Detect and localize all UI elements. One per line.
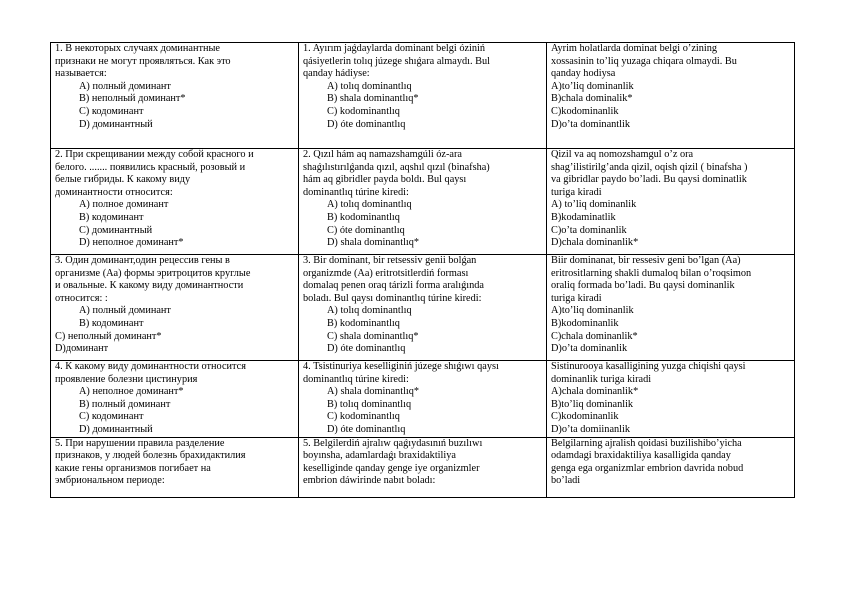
question-cell-kk xyxy=(299,437,547,497)
question-text-line: turiga kiradi xyxy=(551,292,602,304)
answer-option: A) полное доминант xyxy=(79,199,169,211)
question-text-line: и овальные. К какому виду доминантности xyxy=(55,280,244,292)
answer-option: C)o’ta dominanlik xyxy=(551,224,627,236)
question-text-line: Qizil va aq nomozshamgul o’z ora xyxy=(551,149,694,160)
question-text-line: dominantlıq túrine kiredi: xyxy=(303,373,409,385)
answer-option: B)kodominanlik xyxy=(551,317,619,329)
answer-option: B) неполный доминант* xyxy=(79,93,186,105)
question-cell-ru xyxy=(51,361,299,438)
question-text-line: 1. Ayırım jaǵdaylarda dominant belgi óziniń xyxy=(303,43,486,54)
question-row xyxy=(51,255,795,361)
question-text-line: odamdagi braxidaktiliya kasalligida qanday xyxy=(551,450,731,462)
answer-option: D)o’ta dominantlik xyxy=(551,118,631,130)
question-text-line: genga ega organizmlar embrion davrida nobud xyxy=(551,462,744,474)
question-text-line: проявление болезни цистинурия xyxy=(55,373,198,385)
question-text-line: dominantlıq túrine kiredi: xyxy=(303,186,409,198)
question-cell-uz xyxy=(547,437,795,497)
quiz-table-body xyxy=(51,43,795,498)
answer-option: B) кодоминант xyxy=(79,211,144,223)
question-text-line: shag’ilistirilg’anda qizil, oqish qizil ( binafsha ) xyxy=(551,161,748,173)
answer-option: C) неполный доминант* xyxy=(55,330,162,342)
question-text-line: dominanlik turiga kiradi xyxy=(551,373,652,385)
answer-option: C) óte dominantlıq xyxy=(327,224,405,236)
answer-option: C) доминантный xyxy=(79,224,153,236)
answer-option: B) кодоминант xyxy=(79,317,144,329)
question-cell-kk xyxy=(299,43,547,149)
answer-option: A)to’liq dominanlik xyxy=(551,305,634,317)
answer-option: A) to’liq dominanlik xyxy=(551,199,637,211)
answer-option: C) кодоминант xyxy=(79,105,144,117)
question-text-line: qanday hodiysa xyxy=(551,68,616,80)
question-cell-ru xyxy=(51,437,299,497)
question-text-line: какие гены организмов погибает на xyxy=(55,462,211,474)
question-text-line: белого. ....... появились красный, розовый и xyxy=(55,161,246,173)
question-text-line: 4. К какому виду доминантности относится xyxy=(55,361,246,372)
answer-option: D) доминантный xyxy=(79,118,153,130)
question-text-line: 3. Один доминант,один рецессив гены в xyxy=(55,255,230,266)
question-text-line: 5. Belgilerdiń ajralıw qaǵıydasınıń buzılıwı xyxy=(303,437,483,449)
question-text-line: белые гибриды. К какому виду xyxy=(55,174,191,186)
question-text-line: признаков, у людей болезнь брахидактилия xyxy=(55,450,246,462)
question-text-line: организме (Aa) формы эритроцитов круглые xyxy=(55,267,251,279)
answer-option: B) полный доминант xyxy=(79,398,171,410)
question-text-line: 1. В некоторых случаях доминантные xyxy=(55,43,220,54)
question-text-line: domalaq penen oraq tárizli forma aralıǵında xyxy=(303,280,484,292)
question-text-line: 2. При скрещивании между собой красного и xyxy=(55,149,254,160)
answer-option: B)chala dominalik* xyxy=(551,93,633,105)
answer-option: B) kodominantlıq xyxy=(327,211,400,223)
question-text-line: называется: xyxy=(55,68,107,80)
answer-option: B)to’liq dominanlik xyxy=(551,398,634,410)
answer-option: C) shala dominantlıq* xyxy=(327,330,419,342)
question-cell-kk xyxy=(299,361,547,438)
question-text-line: shaǵılıstırılǵanda qızıl, aqshıl qızıl (binafsha) xyxy=(303,161,490,173)
question-text-line: boyınsha, adamlardaǵı braxidaktiliya xyxy=(303,450,456,462)
question-text-line: keselliginde qanday genge iye organizmler xyxy=(303,462,480,474)
answer-option: D)o’ta dominanlik xyxy=(551,343,628,355)
question-text-line: turiga kiradi xyxy=(551,186,602,198)
answer-option: C) kodominantlıq xyxy=(327,411,400,423)
question-text-line: organizmde (Aa) eritrotsitlerdiń forması xyxy=(303,267,469,279)
question-text-line: 3. Bir dominant, bir retsessiv genii bolǵan xyxy=(303,255,477,266)
answer-option: A) tolıq dominantlıq xyxy=(327,80,412,92)
question-text-line: доминантности относится: xyxy=(55,186,173,198)
answer-option: C)chala dominanlik* xyxy=(551,330,638,342)
question-text-line: boladı. Bul qaysı dominantlıq túrine kiredi: xyxy=(303,292,482,304)
question-cell-ru xyxy=(51,43,299,149)
answer-option: C)kodominanlik xyxy=(551,411,619,423)
question-text-line: 4. Tsistinuriya keselliginiń júzege shıǵıwı qaysı xyxy=(303,361,499,372)
question-row xyxy=(51,149,795,255)
question-text-line: qanday hádiyse: xyxy=(303,68,370,80)
answer-option: C) кодоминант xyxy=(79,411,144,423)
question-text-line: qásiyetlerin tolıq júzege shıǵara almaydı. Bul xyxy=(303,55,491,67)
answer-option: B)kodaminatlik xyxy=(551,211,616,223)
question-cell-uz xyxy=(547,255,795,361)
question-text-line: эмбриональном периоде: xyxy=(55,475,165,487)
question-row xyxy=(51,361,795,438)
answer-option: D)o’ta domiinanlik xyxy=(551,423,631,435)
question-text-line: Sistinurooya kasalligining yuzga chiqishi qaysi xyxy=(551,361,746,372)
answer-option: B) shala dominantlıq* xyxy=(327,93,419,105)
answer-option: D) доминантный xyxy=(79,423,153,435)
quiz-table xyxy=(50,42,795,498)
question-cell-uz xyxy=(547,361,795,438)
answer-option: D) óte dominantlıq xyxy=(327,423,406,435)
answer-option: A) полный доминант xyxy=(79,305,171,317)
question-text-line: 2. Qızıl hám aq namazshamgúli óz-ara xyxy=(303,149,462,160)
question-text-line: относится: : xyxy=(55,292,108,304)
question-text-line: 5. При нарушении правила разделение xyxy=(55,437,225,449)
question-row xyxy=(51,43,795,149)
question-text-line: Belgilarning ajralish qoidasi buzilishibo’yicha xyxy=(551,437,742,449)
answer-option: D) óte dominantlıq xyxy=(327,343,406,355)
question-text-line: eritrositlarning shakli dumaloq bilan o’roqsimon xyxy=(551,267,752,279)
answer-option: A) tolıq dominantlıq xyxy=(327,305,412,317)
question-cell-ru xyxy=(51,255,299,361)
answer-option: D) shala dominantlıq* xyxy=(327,237,420,249)
question-text-line: va gibridlar paydo bo’ladi. Bu qaysi dominatlik xyxy=(551,174,747,186)
question-cell-kk xyxy=(299,255,547,361)
answer-option: A)to’liq dominanlik xyxy=(551,80,634,92)
answer-option: A) tolıq dominantlıq xyxy=(327,199,412,211)
answer-option: A)chala dominanlik* xyxy=(551,386,639,398)
answer-option: B) kodominantlıq xyxy=(327,317,400,329)
answer-option: D) неполное доминант* xyxy=(79,237,184,249)
answer-option: D) óte dominantlıq xyxy=(327,118,406,130)
answer-option: D)доминант xyxy=(55,343,109,355)
question-text-line: bo’ladi xyxy=(551,475,581,487)
question-row xyxy=(51,437,795,497)
question-text-line: xossasinin to’liq yuzaga chiqara olmaydi. Bu xyxy=(551,55,737,67)
question-text-line: embrion dáwirinde nabıt boladı: xyxy=(303,475,436,487)
question-text-line: Ayrim holatlarda dominat belgi o’zining xyxy=(551,43,718,54)
answer-option: C) kodominantlıq xyxy=(327,105,400,117)
question-cell-kk xyxy=(299,149,547,255)
answer-option: C)kodominanlik xyxy=(551,105,619,117)
answer-option: A) полный доминант xyxy=(79,80,171,92)
question-text-line: oraliq formada bo’ladi. Bu qaysi dominanlik xyxy=(551,280,735,292)
answer-option: A) неполное доминант* xyxy=(79,386,184,398)
question-cell-uz xyxy=(547,149,795,255)
answer-option: A) shala dominantlıq* xyxy=(327,386,420,398)
question-cell-uz xyxy=(547,43,795,149)
answer-option: D)chala dominanlik* xyxy=(551,237,639,249)
question-text-line: Biir dominanat, bir ressesiv geni bo’lgan (Aa) xyxy=(551,255,741,266)
question-text-line: признаки не могут проявляться. Как это xyxy=(55,55,231,67)
question-text-line: hám aq gibridler payda boldı. Bul qaysı xyxy=(303,174,467,186)
question-cell-ru xyxy=(51,149,299,255)
answer-option: B) tolıq dominantlıq xyxy=(327,398,412,410)
